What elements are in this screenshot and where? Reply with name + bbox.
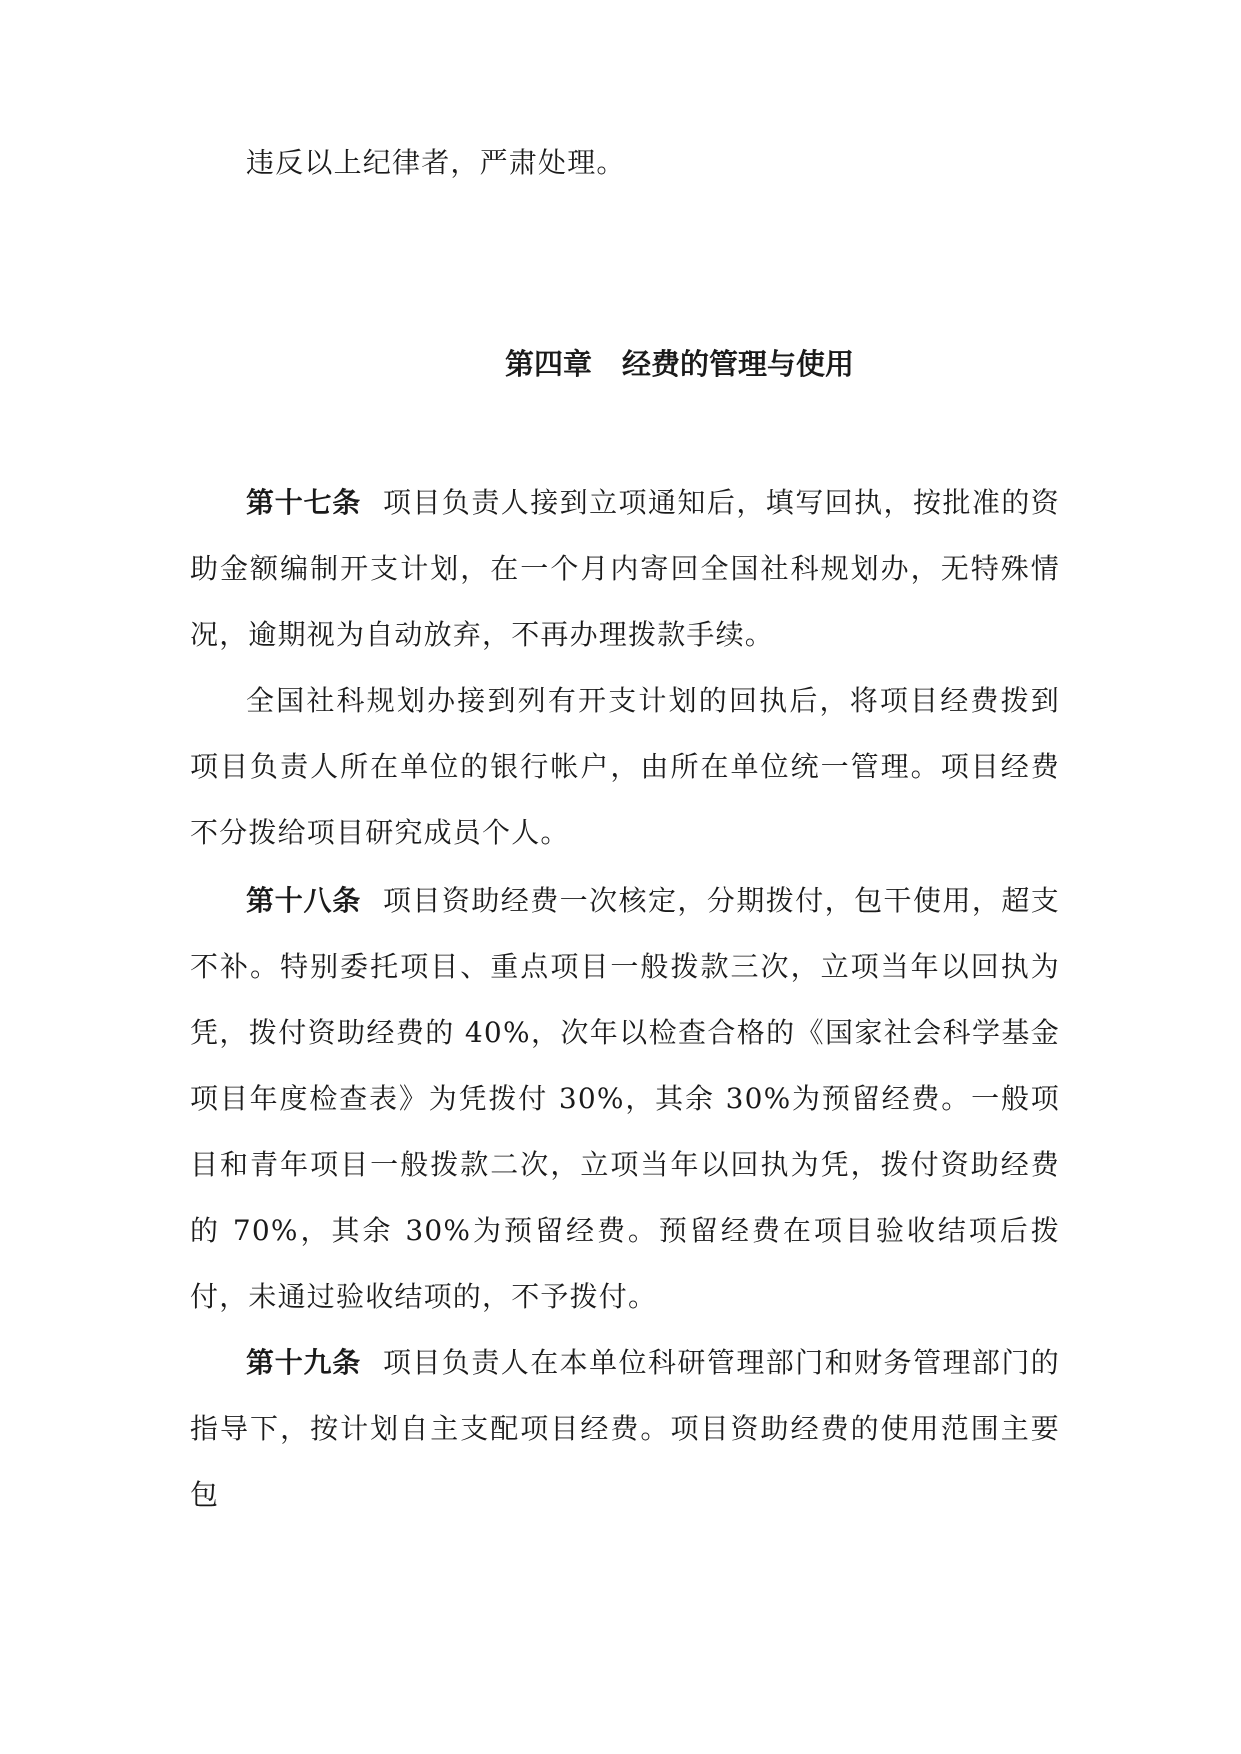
article-17-continued (190, 668, 1060, 866)
chapter-title: 经费的管理与使用 (622, 347, 855, 381)
article-label: 第十八条 (246, 884, 361, 917)
article-label: 第十九条 (246, 1346, 361, 1379)
article-18 (190, 868, 1060, 1330)
article-text: 项目资助经费一次核定，分期拨付，包干使用，超支不补。特别委托项目、重点项目一般拨款三次，立项当年以回执为凭，拨付资助经费的 40%，次年以检查合格的《国家社会科学基金项目年度检查表》为凭拨付 30%，其余 30%为预留经费。一般项目和青年项目一般拨款二次，立项当年以回执为凭，拨付资助经费的 70%，其余 30%为预留经费。预留经费在项目验收结项后拨付，未通过验收结项的，不予拨付。 (190, 884, 1060, 1313)
article-19 (190, 1330, 1060, 1528)
article-text: 全国社科规划办接到列有开支计划的回执后，将项目经费拨到项目负责人所在单位的银行帐户，由所在单位统一管理。项目经费不分拨给项目研究成员个人。 (190, 684, 1060, 849)
paragraph-text: 违反以上纪律者，严肃处理。 (246, 146, 626, 179)
article-label: 第十七条 (246, 486, 361, 519)
article-17 (190, 470, 1060, 668)
chapter-heading (505, 342, 854, 383)
chapter-number: 第四章 (505, 347, 593, 381)
article-text: 项目负责人在本单位科研管理部门和财务管理部门的指导下，按计划自主支配项目经费。项目资助经费的使用范围主要包 (190, 1346, 1060, 1511)
paragraph-discipline (190, 130, 1060, 196)
article-text: 项目负责人接到立项通知后，填写回执，按批准的资助金额编制开支计划，在一个月内寄回全国社科规划办，无特殊情况，逾期视为自动放弃，不再办理拨款手续。 (190, 486, 1060, 651)
